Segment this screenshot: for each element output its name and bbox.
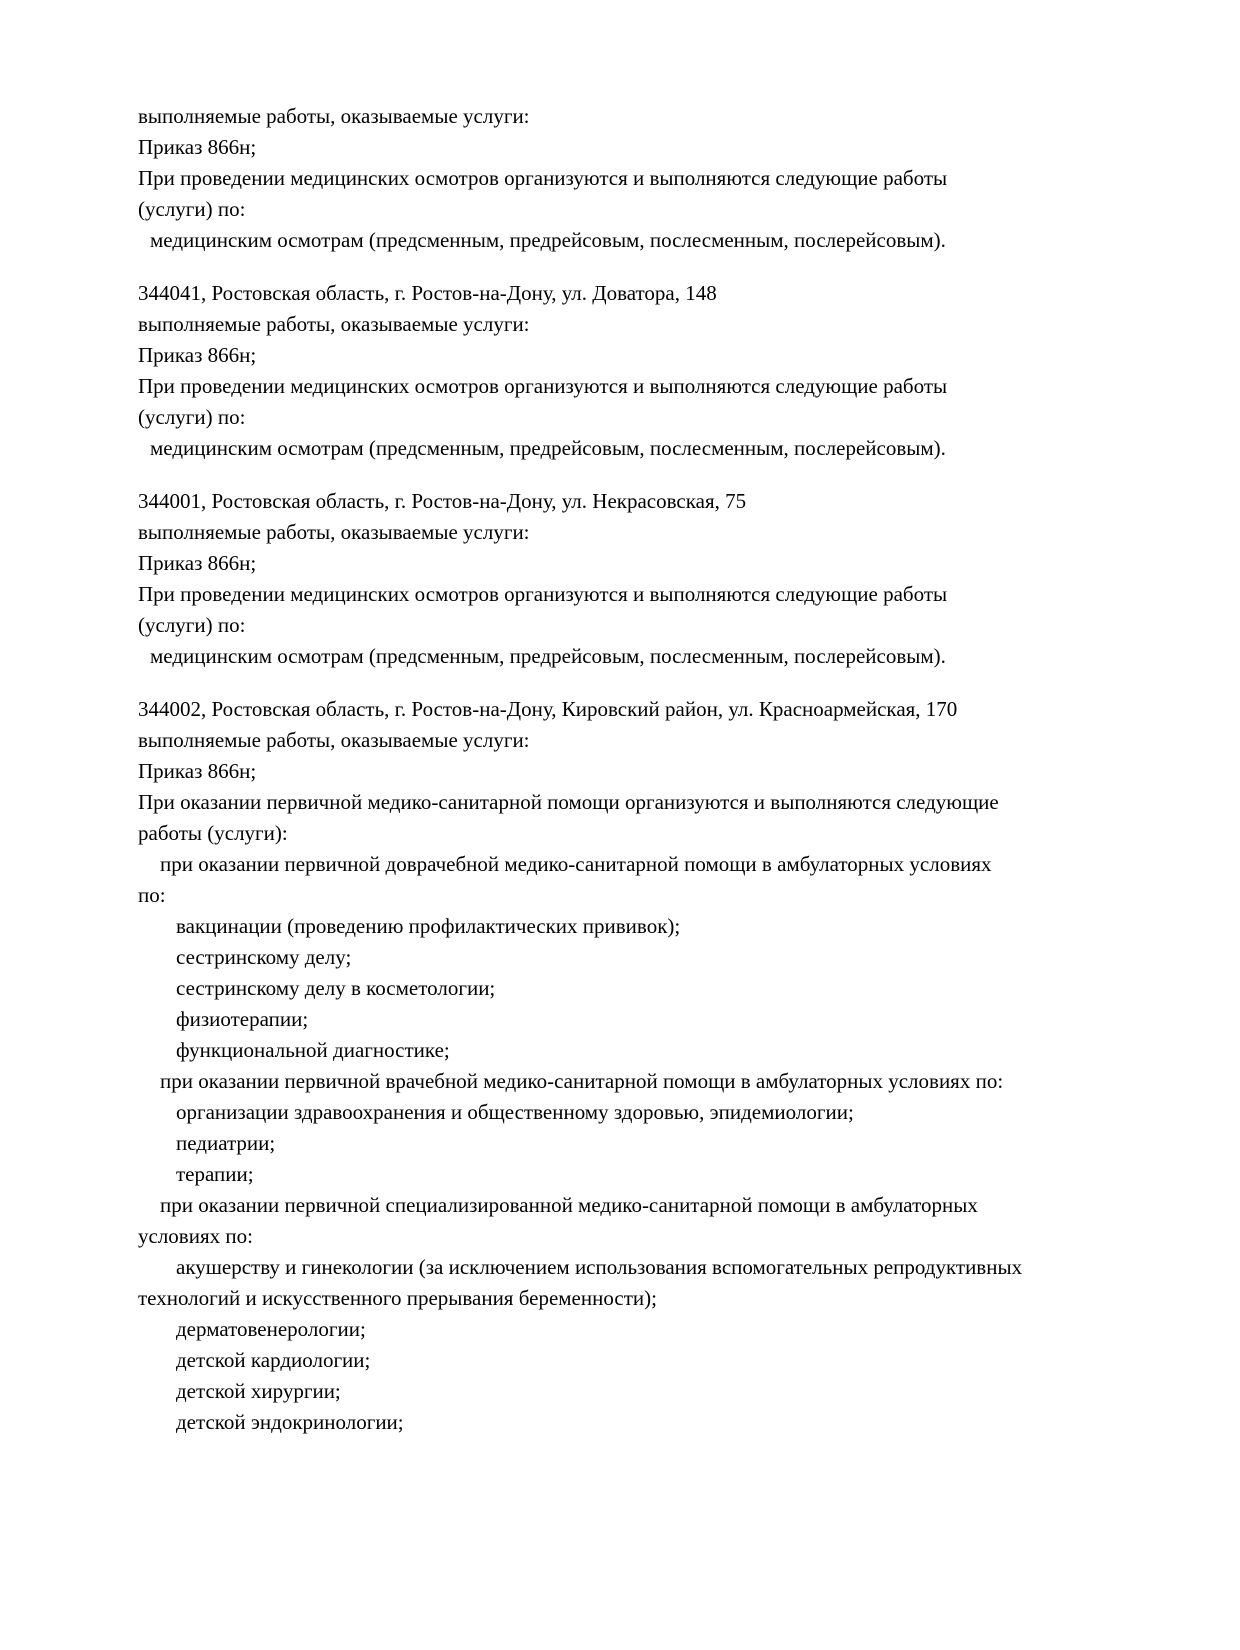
text-line: (услуги) по: xyxy=(138,197,246,221)
works-block-1 xyxy=(138,101,1200,256)
text-line: детской эндокринологии; xyxy=(176,1410,404,1434)
text-line: (услуги) по: xyxy=(138,405,246,429)
text-line: технологий и искусственного прерывания беременности); xyxy=(138,1286,657,1310)
text-line: Приказ 866н; xyxy=(138,551,257,575)
text-line: При оказании первичной медико-санитарной помощи организуются и выполняются следующие xyxy=(138,790,999,814)
text-line: медицинским осмотрам (предсменным, предрейсовым, послесменным, послерейсовым). xyxy=(150,436,946,460)
text-line: работы (услуги): xyxy=(138,821,288,845)
text-line: при оказании первичной доврачебной медико-санитарной помощи в амбулаторных условиях xyxy=(160,852,992,876)
address-block-344001 xyxy=(138,486,1200,672)
text-line: выполняемые работы, оказываемые услуги: xyxy=(138,312,530,336)
text-line: Приказ 866н; xyxy=(138,135,257,159)
text-line: вакцинации (проведению профилактических прививок); xyxy=(176,914,681,938)
text-line: функциональной диагностике; xyxy=(176,1038,450,1062)
text-line: по: xyxy=(138,883,166,907)
text-line: организации здравоохранения и общественному здоровью, эпидемиологии; xyxy=(176,1100,854,1124)
text-line: выполняемые работы, оказываемые услуги: xyxy=(138,520,530,544)
text-line: При проведении медицинских осмотров организуются и выполняются следующие работы xyxy=(138,582,948,606)
address-block-344002 xyxy=(138,694,1200,1438)
text-line: выполняемые работы, оказываемые услуги: xyxy=(138,104,530,128)
text-line: 344001, Ростовская область, г. Ростов-на-Дону, ул. Некрасовская, 75 xyxy=(138,489,747,513)
text-line: сестринскому делу; xyxy=(176,945,352,969)
text-line: педиатрии; xyxy=(176,1131,276,1155)
text-line: детской кардиологии; xyxy=(176,1348,371,1372)
address-block-344041 xyxy=(138,278,1200,464)
text-line: акушерству и гинекологии (за исключением использования вспомогательных репродуктивных xyxy=(176,1255,1023,1279)
text-line: физиотерапии; xyxy=(176,1007,309,1031)
license-works-text xyxy=(138,101,1200,1438)
text-line: Приказ 866н; xyxy=(138,343,257,367)
text-line: терапии; xyxy=(176,1162,254,1186)
text-line: при оказании первичной специализированной медико-санитарной помощи в амбулаторных xyxy=(160,1193,978,1217)
text-line: медицинским осмотрам (предсменным, предрейсовым, послесменным, послерейсовым). xyxy=(150,228,946,252)
text-line: сестринскому делу в косметологии; xyxy=(176,976,496,1000)
text-line: При проведении медицинских осмотров организуются и выполняются следующие работы xyxy=(138,166,948,190)
text-line: детской хирургии; xyxy=(176,1379,341,1403)
text-line: (услуги) по: xyxy=(138,613,246,637)
text-line: При проведении медицинских осмотров организуются и выполняются следующие работы xyxy=(138,374,948,398)
text-line: выполняемые работы, оказываемые услуги: xyxy=(138,728,530,752)
text-line: Приказ 866н; xyxy=(138,759,257,783)
text-line: 344002, Ростовская область, г. Ростов-на-Дону, Кировский район, ул. Красноармейская, 170 xyxy=(138,697,958,721)
text-line: 344041, Ростовская область, г. Ростов-на-Дону, ул. Доватора, 148 xyxy=(138,281,717,305)
text-line: условиях по: xyxy=(138,1224,253,1248)
text-line: при оказании первичной врачебной медико-санитарной помощи в амбулаторных условиях по: xyxy=(160,1069,1004,1093)
text-line: медицинским осмотрам (предсменным, предрейсовым, послесменным, послерейсовым). xyxy=(150,644,946,668)
text-line: дерматовенерологии; xyxy=(176,1317,366,1341)
